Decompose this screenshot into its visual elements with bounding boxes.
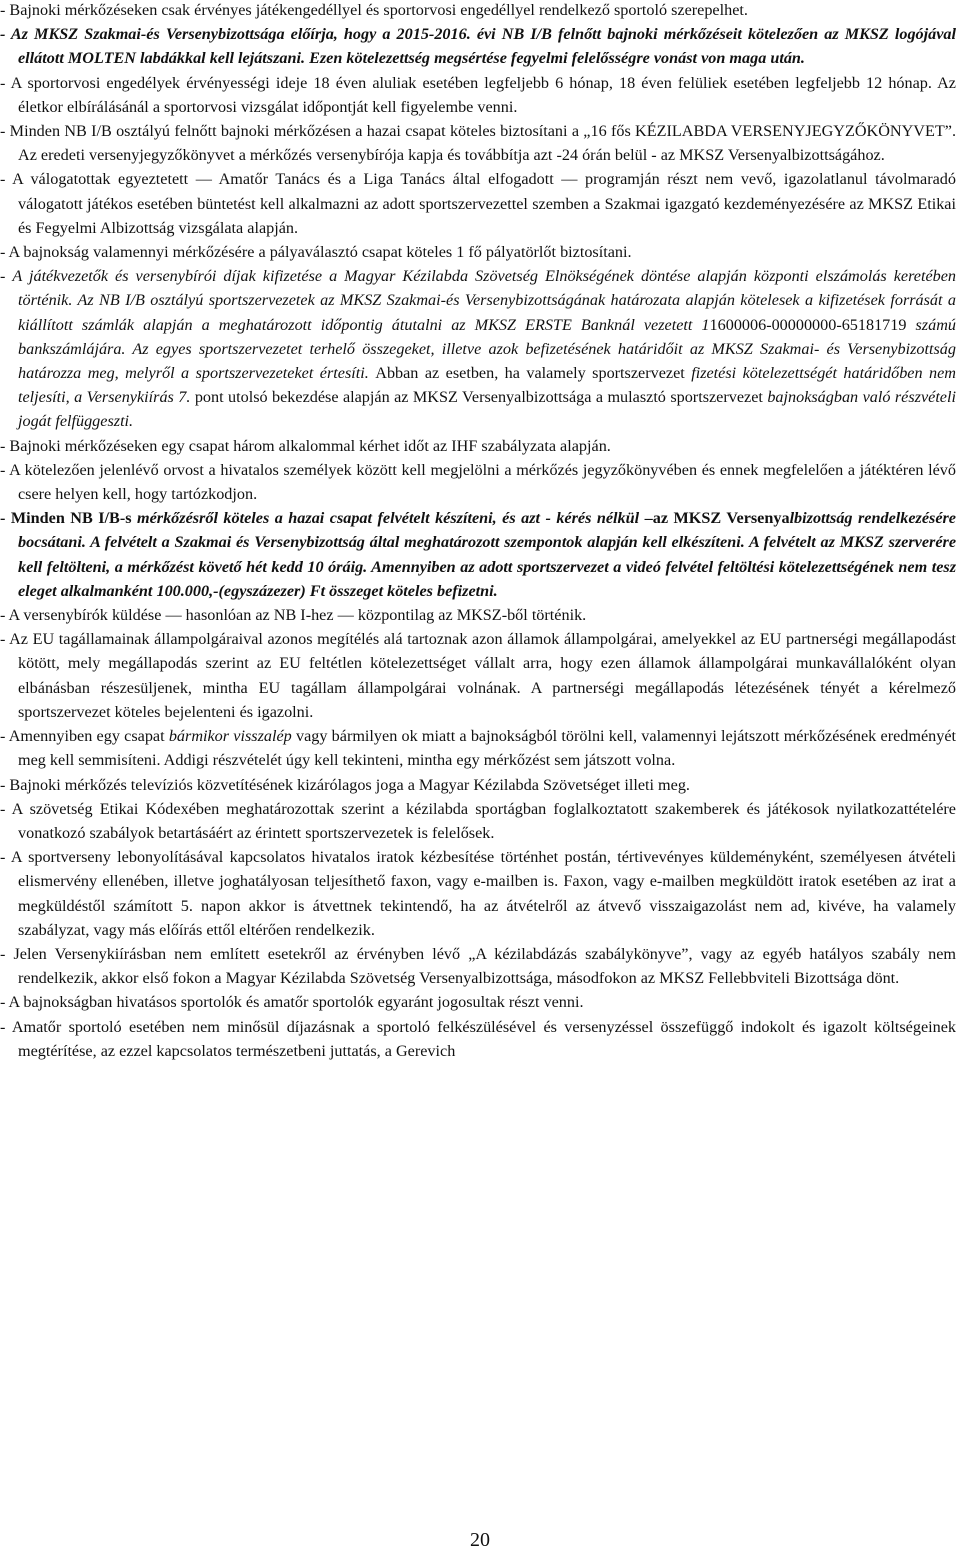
text-run: vagy bármilyen ok miatt a bajnokságból törölni kell, valamennyi lejátszott mérkőzésének eredményét meg kell semmisíteni. Addigi részvételét úgy kell tekinteni, mintha egy mérkőzést sem játszott volna. xyxy=(18,727,957,770)
text-run: - Bajnoki mérkőzéseken csak érvényes játékengedéllyel és sportorvosi engedéllyel rendelkező sportoló szerepelhet. xyxy=(0,1,748,19)
paragraph xyxy=(0,990,956,1014)
text-run: - Bajnoki mérkőzés televíziós közvetítésének kizárólagos joga a Magyar Kézilabda Szövetséget illeti meg. xyxy=(0,775,690,794)
paragraph xyxy=(0,1015,956,1063)
text-run: mérkőzésről köteles a hazai csapat felvételt készíteni, és azt - kérés nélkül xyxy=(137,509,645,528)
text-run: - Minden NB I/B osztályú felnőtt bajnoki mérkőzésen a hazai csapat köteles biztosítani a „16 fős KÉZILABDA VERSENYJEGYZŐKÖNYVET”. Az eredeti versenyjegyzőkönyvet a mérkőzés versenybírója kapja és továbbítja azt -24 órán belül - az MKSZ Versenyalbizottságához. xyxy=(0,122,956,165)
paragraph xyxy=(0,942,956,990)
text-run: - A válogatottak egyeztetett — Amatőr Tanács és a Liga Tanács által elfogadott — programján részt nem vevő, igazolatlanul távolmaradó válogatott játékos esetében büntetést kell alkalmazni az adott sportszervezettel szemben a Szakmai igazgató kezdeményezésére az MKSZ Etikai és Fegyelmi Albizottság vizsgálata alapján. xyxy=(0,170,956,237)
text-run: Abban az esetben, ha valamely sportszervezet xyxy=(375,364,692,383)
paragraph xyxy=(0,773,956,797)
paragraph xyxy=(0,724,956,772)
paragraph xyxy=(0,603,956,627)
paragraph xyxy=(0,240,956,264)
paragraph xyxy=(0,458,956,506)
text-run: - Amatőr sportoló esetében nem minősül díjazásnak a sportoló felkészülésével és versenyzéssel összefüggő indokolt és igazolt költségeinek megtérítése, az ezzel kapcsolatos természetbeni juttatás, a Gerevich xyxy=(0,1017,956,1060)
text-run: - A sportorvosi engedélyek érvényességi ideje 18 éven aluliak esetében legfeljebb 6 hónap, 18 éven felüliek esetében legfeljebb 12 hónap. Az életkor elbírálásánál a sportorvosi vizsgálat időpontját kell figyelembe venni. xyxy=(0,73,956,116)
text-run: - A bajnokság valamennyi mérkőzésére a pályaválasztó csapat köteles 1 fő pályatörlőt biztosítani. xyxy=(0,243,632,262)
paragraph xyxy=(0,167,956,240)
paragraph xyxy=(0,0,956,22)
paragraph xyxy=(0,434,956,458)
text-run: - xyxy=(0,267,13,286)
paragraph xyxy=(0,627,956,724)
text-run: - A versenybírók küldése — hasonlóan az NB I-hez — központilag az MKSZ-ből történik. xyxy=(0,606,587,625)
text-run: lbizottság rendelkezésére bocsátani. A felvételt a Szakmai és Versenybizottság által meghatározott szempontok alapján kell elkészíteni. A felvételt az MKSZ szerverére kell feltölteni, a mérkőzést követő hét kedd 10 óráig. Amennyiben az adott sportszervezet a videó felvétel feltöltési kötelezettségének nem tesz eleget alkalmanként 100.000,-(egyszázezer) Ft összeget köteles befizetni. xyxy=(18,509,956,600)
text-run: - Minden NB I/B-s xyxy=(0,509,138,528)
page-number: 20 xyxy=(470,1529,490,1551)
text-run: - A bajnokságban hivatásos sportolók és amatőr sportolók egyaránt jogosultak részt venni. xyxy=(0,993,584,1012)
text-run: - Jelen Versenykiírásban nem említett esetekről az érvényben lévő „A kézilabdázás szabálykönyve”, vagy az egyéb hatályos szabály nem rendelkezik, akkor első fokon a Magyar Kézilabda Szövetség Versenyalbizottsága, másodfokon az MKSZ Fellebbviteli Bizottsága dönt. xyxy=(0,944,956,988)
text-run: - A kötelezően jelenlévő orvost a hivatalos személyek között kell megjelölni a mérkőzés jegyzőkönyvében és ennek megfelelően a játéktéren lévő csere helyen kell, hogy tartózkodjon. xyxy=(0,460,956,504)
text-run: - A szövetség Etikai Kódexében meghatározottak szerint a kézilabda sportágban foglalkoztatott szakemberek és játékosok nyilatkozattételére vonatkozó szabályok betartásáért az érintett sportszervezetek is felelősek. xyxy=(0,799,956,842)
text-run: 1600006-00000000-65181719 xyxy=(709,315,907,334)
text-run: A játékvezetők és versenybírói díjak kifizetése a Magyar Kézilabda Szövetség Elnökségének döntése alapján központi elszámolás keretében történik. xyxy=(12,267,957,310)
text-run: fizetési kötelezettségét határidőben nem teljesíti, a Versenykiírás 7. xyxy=(18,364,956,407)
text-run: - Bajnoki mérkőzéseken egy csapat három alkalommal kérhet időt az IHF szabályzata alapján. xyxy=(0,436,611,455)
paragraph xyxy=(0,845,956,942)
paragraph xyxy=(0,119,956,167)
paragraph xyxy=(0,22,956,70)
paragraph xyxy=(0,797,956,845)
text-run: - Az MKSZ Szakmai-és Versenybizottsága előírja, hogy a 2015-2016. évi NB I/B felnőtt bajnoki mérkőzéseit kötelezően az MKSZ logójával ellátott MOLTEN labdákkal kell lejátszani. Ezen kötelezettség megsértése fegyelmi felelősségre vonást von maga után. xyxy=(0,25,956,68)
text-run: pont utolsó bekezdése alapján az MKSZ Versenyalbizottsága a mulasztó sportszervezet xyxy=(194,388,768,407)
text-run: - Amennyiben egy csapat xyxy=(0,727,169,746)
text-run: Az NB I/B osztályú sportszervezetek az MKSZ Szakmai-és Versenybizottságának határozata alapján kötelesek a kifizetések forrását a kiállított számlák alapján a meghatározott időpontig átutalni az MKSZ ERSTE Banknál vezetett 1 xyxy=(18,291,956,334)
text-run: - Az EU tagállamainak állampolgáraival azonos megítélés alá tartoznak azon államok állampolgárai, amelyekkel az EU partnerségi megállapodást kötött, mely megállapodás szerint az EU feltétlen kötelezettséget vállalt arra, hogy ezen államok állampolgárai munkavállalóként olyan elbánásban részesüljenek, mintha EU tagállam állampolgárai volnának. A partnerségi megállapodás létezésének tényét a kérelmező sportszervezet köteles bejelenteni és igazolni. xyxy=(0,630,956,721)
paragraph xyxy=(0,506,956,603)
paragraph xyxy=(0,71,956,119)
text-run: - A sportverseny lebonyolításával kapcsolatos hivatalos iratok kézbesítése történhet postán, tértivevényes küldeményként, személyesen átvételi elismervény ellenében, illetve joghatályosan teljesíthető faxon, vagy e-mailben is. Faxon, vagy e-mailben megküldött iratok esetében az irat a megküldéstől számított 5. napon akkor is átvettnek tekintendő, ha az átvételről az átvevő visszaigazolást nem ad, kivéve, ha valamely szabályzat, vagy más előírás ettől eltérően rendelkezik. xyxy=(0,848,956,939)
text-run: bármikor visszalép xyxy=(168,727,292,746)
text-run: –az MKSZ Versenya xyxy=(644,509,790,528)
paragraph xyxy=(0,264,956,433)
text-run: bajnokságban való részvételi jogát felfüggeszti. xyxy=(18,388,956,431)
text-run: számú bankszámlájára. Az egyes sportszervezetet terhelő összegeket, illetve azok befizetésének határidőit az MKSZ Szakmai- és Versenybizottság határozza meg, melyről a sportszervezeteket értesíti. xyxy=(18,315,956,383)
